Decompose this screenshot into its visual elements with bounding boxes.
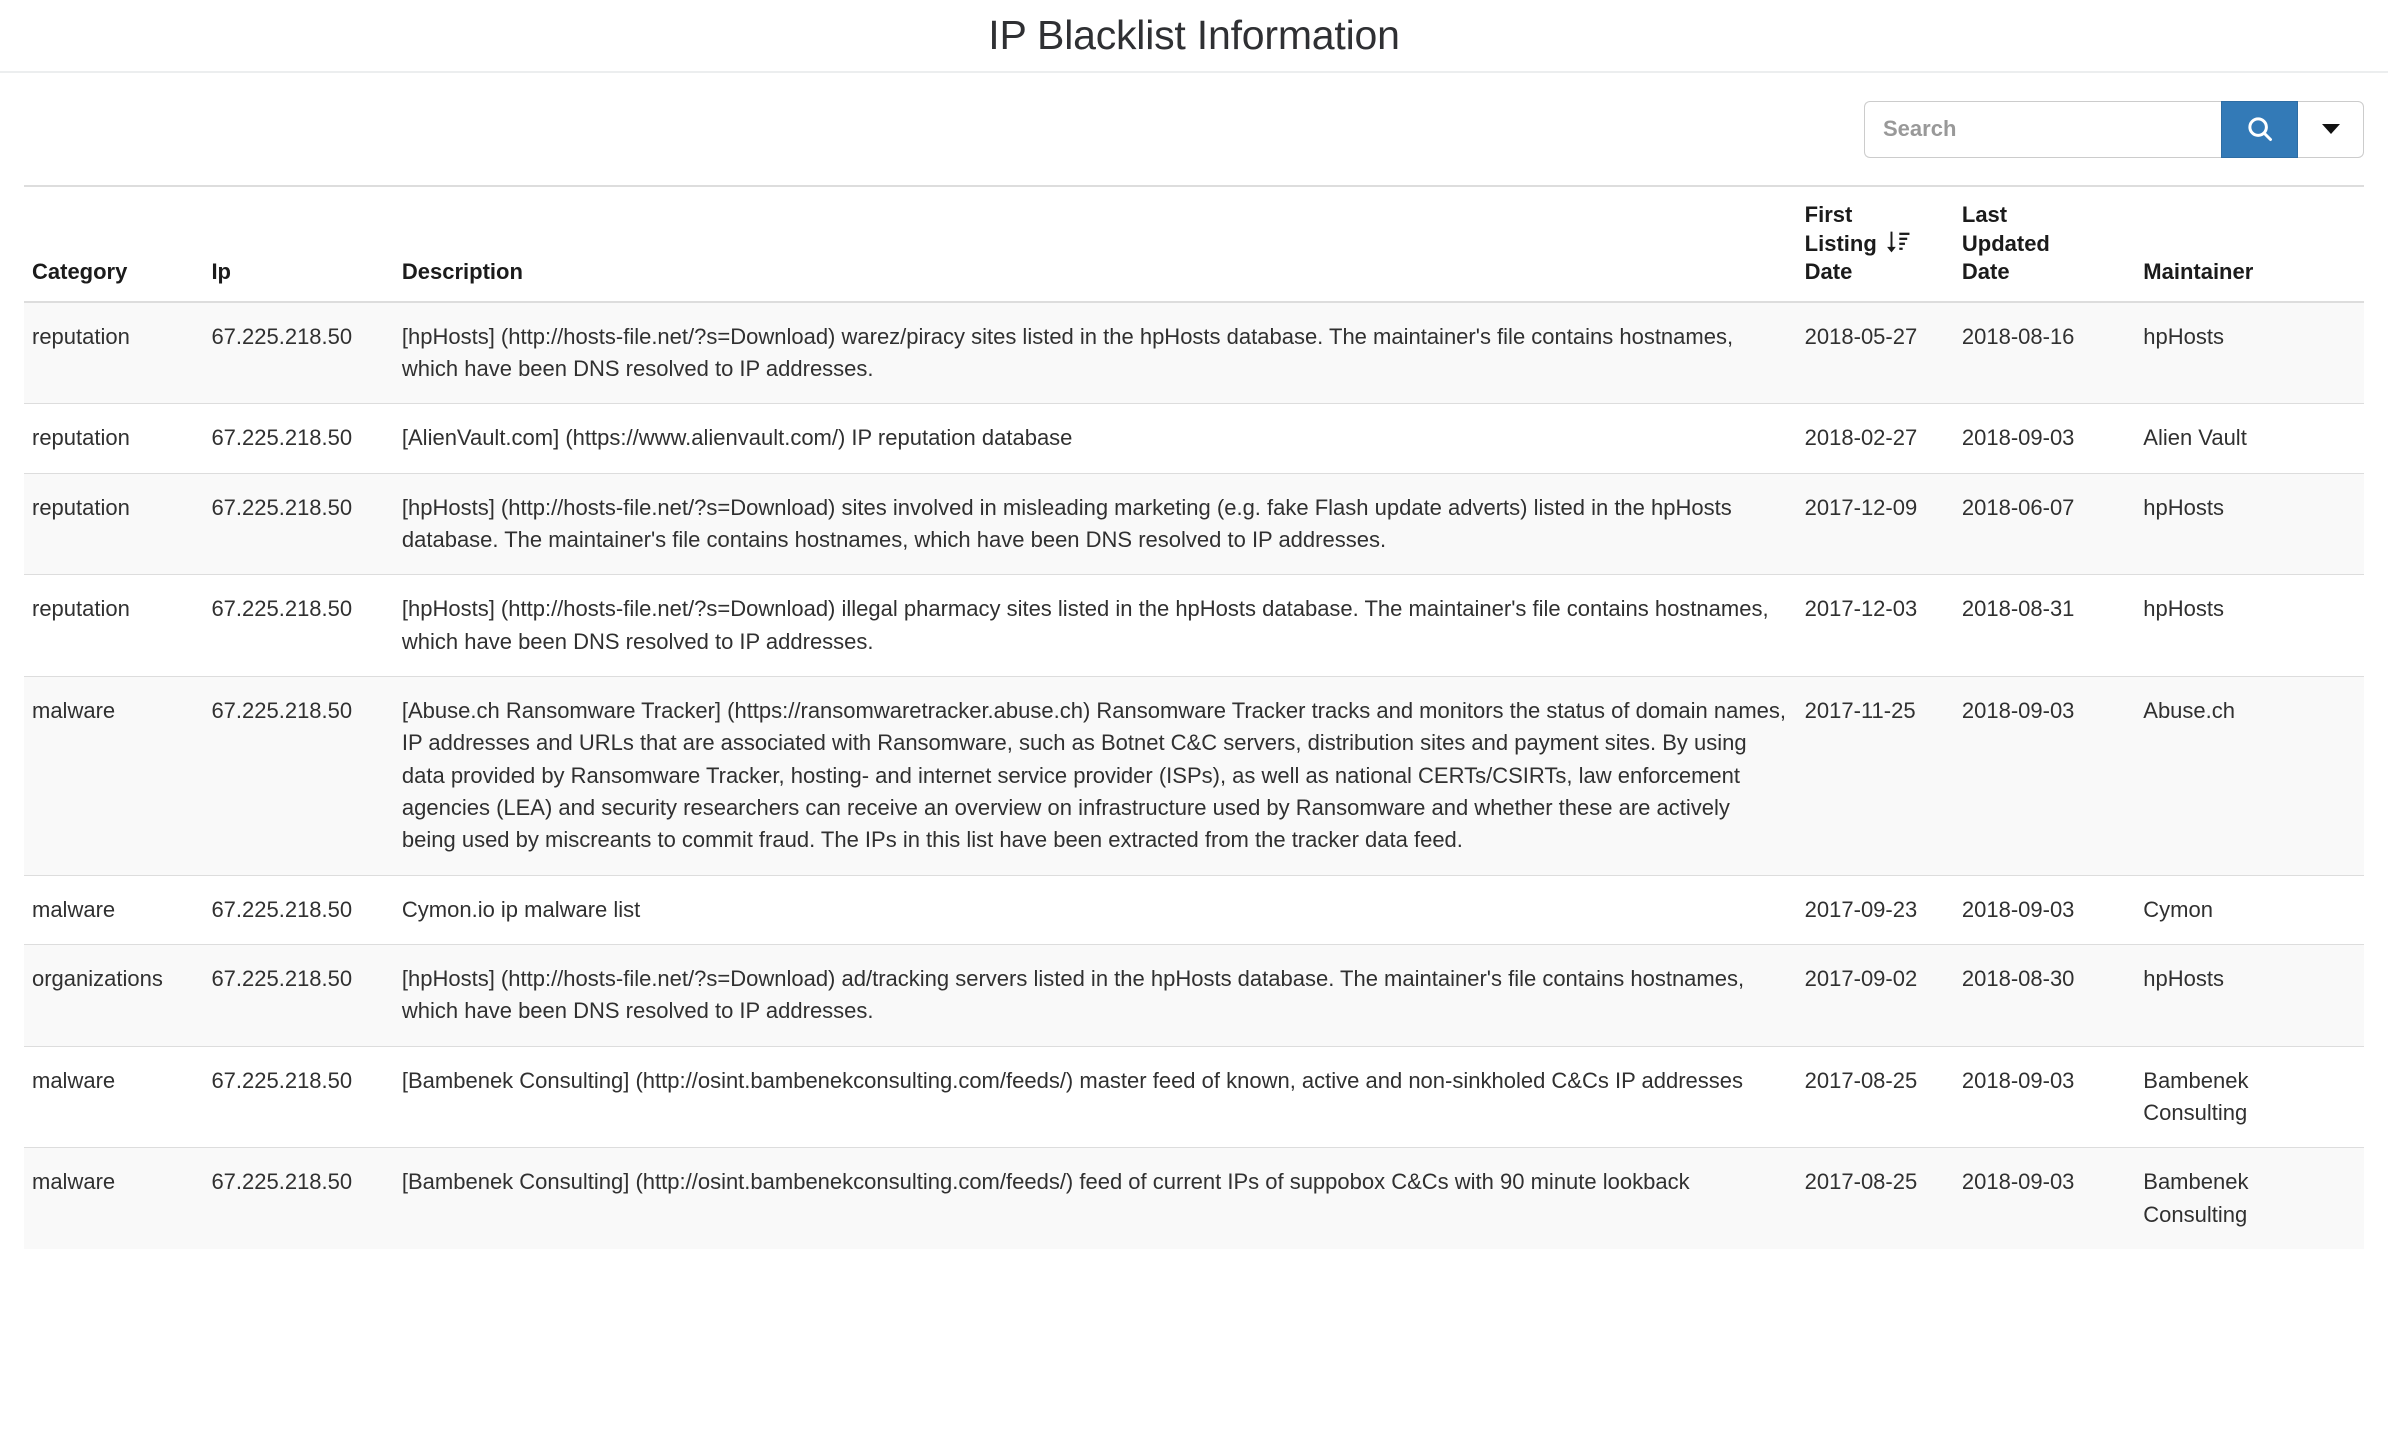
column-header-last-updated-date-label-2: Updated [1961,230,2050,256]
cell-category: malware [24,1148,211,1249]
cell-last-updated-date: 2018-08-30 [1962,945,2143,1047]
column-header-description-label: Description [401,259,523,285]
cell-last-updated-date: 2018-09-03 [1962,1046,2143,1148]
cell-maintainer: hpHosts [2143,323,2224,349]
cell-first-listing-date: 2018-02-27 [1805,404,1962,473]
search-button[interactable] [2221,101,2298,158]
cell-first-listing-date: 2017-08-25 [1805,1148,1962,1249]
cell-description: [Abuse.ch Ransomware Tracker] (https://ransomwaretracker.abuse.ch) Ransomware Tracker tracks and monitors the status of domain names, IP addresses and URLs that are associated with Ransomware, such as Botnet C&C servers, distribution sites and payment sites. By using data provided by Ransomware Tracker, hosting- and internet service provider (ISPs), as well as national CERTs/CSIRTs, law enforcement agencies (LEA) and security researchers can receive an overview on infrastructure used by Ransomware and whether these are actively being used by miscreants to commit fraud. The IPs in this list have been extracted from the tracker data feed. [402,677,1805,876]
cell-ip: 67.225.218.50 [211,945,401,1047]
cell-first-listing-date: 2017-08-25 [1805,1046,1962,1148]
cell-category: malware [24,1046,211,1148]
column-header-ip[interactable] [211,186,401,302]
cell-last-updated-date: 2018-09-03 [1962,1148,2143,1249]
cell-ip: 67.225.218.50 [211,1148,401,1249]
toolbar [0,73,2388,185]
cell-last-updated-date: 2018-09-03 [1962,875,2143,944]
cell-first-listing-date: 2017-12-09 [1805,473,1962,575]
table-row [24,1148,2364,1249]
cell-last-updated-date: 2018-08-16 [1961,323,2075,349]
table-row [24,404,2364,473]
table-row [24,473,2364,575]
column-header-category-label: Category [32,259,128,285]
cell-first-listing-date: 2017-11-25 [1805,677,1962,876]
table-row [24,875,2364,944]
cell-first-listing-date: 2017-09-02 [1805,945,1962,1047]
blacklist-table [24,185,2364,1249]
table-body [24,302,2364,1249]
column-header-first-listing-date[interactable] [1805,186,1962,302]
cell-maintainer: hpHosts [2143,945,2364,1047]
cell-description: [hpHosts] (http://hosts-file.net/?s=Download) ad/tracking servers listed in the hpHosts database. The maintainer's file contains hostnames, which have been DNS resolved to IP addresses. [402,945,1805,1047]
cell-first-listing-date: 2017-09-23 [1805,875,1962,944]
cell-maintainer: Bambenek Consulting [2143,1148,2364,1249]
table-row [24,945,2364,1047]
search-options-dropdown-button[interactable] [2298,101,2364,158]
column-header-last-updated-date-label-1: Last [1961,202,2008,227]
cell-description: [hpHosts] (http://hosts-file.net/?s=Download) illegal pharmacy sites listed in the hpHosts database. The maintainer's file contains hostnames, which have been DNS resolved to IP addresses. [402,575,1805,677]
cell-description: [hpHosts] (http://hosts-file.net/?s=Download) sites involved in misleading marketing (e.g. fake Flash update adverts) listed in the hpHosts database. The maintainer's file contains hostnames, which have been DNS resolved to IP addresses. [402,473,1805,575]
column-header-maintainer-label: Maintainer [2143,259,2254,285]
cell-ip: 67.225.218.50 [211,1046,401,1148]
cell-category: reputation [24,473,211,575]
cell-last-updated-date: 2018-06-07 [1962,473,2143,575]
cell-maintainer: Cymon [2143,875,2364,944]
table-head [24,186,2364,302]
column-header-ip-label: Ip [211,259,231,285]
search-group [1864,101,2364,158]
cell-category: malware [24,875,211,944]
cell-category: reputation [24,404,211,473]
cell-last-updated-date: 2018-08-31 [1962,575,2143,677]
column-header-maintainer[interactable] [2143,186,2364,302]
cell-description: [Bambenek Consulting] (http://osint.bambenekconsulting.com/feeds/) feed of current IPs of suppobox C&Cs with 90 minute lookback [402,1148,1805,1249]
search-icon [2245,114,2275,144]
table-row [24,302,2364,404]
table-row [24,1046,2364,1148]
column-header-first-listing-date-label-1: First [1804,202,1853,227]
cell-description: [AlienVault.com] (https://www.alienvault.com/) IP reputation database [402,404,1805,473]
cell-description: [hpHosts] (http://hosts-file.net/?s=Download) warez/piracy sites listed in the hpHosts database. The maintainer's file contains hostnames, which have been DNS resolved to IP addresses. [401,323,1734,382]
cell-description: [Bambenek Consulting] (http://osint.bambenekconsulting.com/feeds/) master feed of known, active and non-sinkholed C&Cs IP addresses [402,1046,1805,1148]
cell-category: reputation [32,323,130,349]
column-header-last-updated-date-label-3: Date [1961,259,2010,285]
cell-ip: 67.225.218.50 [211,875,401,944]
column-header-first-listing-date-label-3: Date [1804,259,1853,285]
table-row [24,677,2364,876]
cell-category: organizations [24,945,211,1047]
cell-category: reputation [24,575,211,677]
cell-maintainer: Abuse.ch [2143,677,2364,876]
search-input[interactable] [1864,101,2221,158]
cell-last-updated-date: 2018-09-03 [1962,677,2143,876]
cell-maintainer: Bambenek Consulting [2143,1046,2364,1148]
cell-first-listing-date: 2018-05-27 [1804,323,1918,349]
caret-down-icon [2322,124,2340,134]
cell-description: Cymon.io ip malware list [402,875,1805,944]
table-header-row [24,186,2364,302]
column-header-category[interactable] [24,186,211,302]
table-container [0,185,2388,1249]
sort-amount-down-icon[interactable] [1885,229,1911,263]
page-title: IP Blacklist Information [988,12,1400,58]
cell-last-updated-date: 2018-09-03 [1962,404,2143,473]
table-row [24,575,2364,677]
cell-maintainer: hpHosts [2143,575,2364,677]
cell-category: malware [24,677,211,876]
column-header-description[interactable] [402,186,1805,302]
cell-ip: 67.225.218.50 [211,473,401,575]
cell-first-listing-date: 2017-12-03 [1805,575,1962,677]
cell-ip: 67.225.218.50 [211,575,401,677]
cell-ip: 67.225.218.50 [211,323,353,349]
cell-ip: 67.225.218.50 [211,677,401,876]
column-header-first-listing-date-label-2: Listing [1804,230,1877,256]
cell-ip: 67.225.218.50 [211,404,401,473]
column-header-last-updated-date[interactable] [1962,186,2143,302]
cell-maintainer: Alien Vault [2143,404,2364,473]
cell-maintainer: hpHosts [2143,473,2364,575]
page-header [0,0,2388,73]
